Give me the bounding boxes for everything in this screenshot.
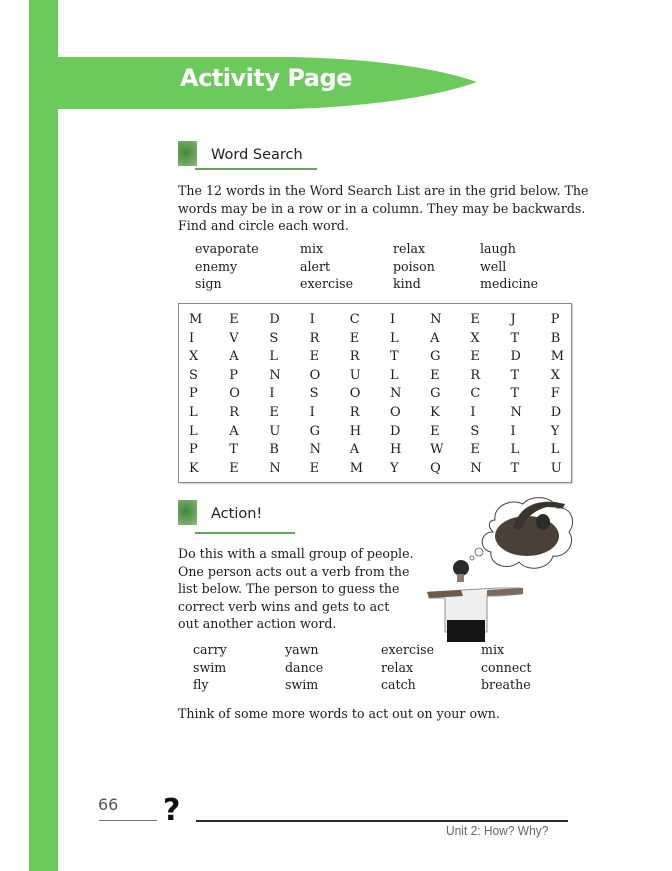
grid-letter[interactable]: S (269, 330, 279, 346)
instruction-line: list below. The person to guess the (178, 581, 400, 596)
question-mark-icon: ? (163, 793, 181, 828)
grid-letter[interactable]: U (269, 423, 281, 439)
thought-bubble-icon (470, 498, 573, 569)
verb-list-row (193, 659, 531, 677)
word-list-row (195, 258, 538, 276)
verb-list-item: breathe (481, 677, 531, 692)
grid-letter[interactable]: E (470, 349, 480, 365)
grid-letter[interactable]: X (189, 349, 199, 365)
grid-letter[interactable]: N (389, 386, 402, 402)
word-list-item: relax (393, 241, 426, 256)
grid-letter[interactable]: N (470, 460, 482, 476)
grid-row (189, 404, 591, 423)
verb-list-item: relax (381, 659, 414, 675)
grid-letter[interactable]: H (349, 423, 362, 439)
word-list-item: poison (393, 258, 435, 274)
grid-row (189, 330, 591, 349)
word-search-grid[interactable] (189, 311, 591, 478)
grid-letter[interactable]: D (550, 404, 562, 420)
grid-letter[interactable]: M (349, 460, 364, 476)
grid-letter[interactable]: A (229, 349, 239, 365)
grid-letter[interactable]: S (470, 423, 480, 439)
grid-letter[interactable]: E (229, 460, 239, 476)
page-number: 66 (98, 795, 119, 814)
page-title: Activity Page (180, 64, 352, 92)
grid-letter[interactable]: T (389, 349, 399, 365)
grid-letter[interactable]: L (189, 404, 198, 420)
grid-letter[interactable]: V (229, 330, 239, 346)
grid-letter[interactable]: R (229, 404, 239, 420)
grid-letter[interactable]: J (510, 312, 516, 327)
grid-letter[interactable]: B (269, 442, 279, 458)
grid-letter[interactable]: N (510, 404, 522, 420)
action-title: Action! (211, 506, 263, 522)
grid-letter[interactable]: R (349, 349, 360, 365)
grid-letter[interactable]: R (470, 367, 481, 383)
grid-letter[interactable]: T (229, 442, 238, 458)
grid-letter[interactable]: L (189, 423, 198, 439)
word-search-instructions (178, 182, 588, 235)
word-list-item: alert (300, 258, 331, 274)
action-verb-list (193, 641, 531, 694)
grid-letter[interactable]: T (510, 330, 520, 346)
grid-letter[interactable]: Y (550, 423, 560, 439)
grid-row (189, 441, 591, 460)
word-search-title: Word Search (211, 147, 303, 163)
instruction-line: words may be in a row or in a column. They may be backwards. (178, 200, 586, 216)
side-accent-bar (29, 0, 58, 871)
grid-letter[interactable]: I (470, 404, 476, 420)
word-search-list (195, 240, 538, 293)
grid-letter[interactable]: T (510, 386, 520, 402)
grid-letter[interactable]: H (389, 442, 402, 458)
grid-letter[interactable]: C (470, 386, 481, 402)
verb-list-item: swim (285, 677, 319, 692)
word-list-item: mix (300, 241, 324, 256)
grid-letter[interactable]: E (309, 460, 320, 476)
grid-letter[interactable]: D (510, 349, 521, 365)
exercise-swimmer-illustration (415, 492, 580, 642)
verb-list-item: yawn (285, 642, 319, 657)
grid-row (189, 348, 591, 367)
grid-letter[interactable]: O (389, 404, 401, 420)
grid-letter[interactable]: C (349, 312, 360, 327)
grid-letter[interactable]: P (189, 386, 198, 402)
verb-list-item: catch (381, 677, 416, 692)
grid-letter[interactable]: I (309, 312, 315, 327)
grid-letter[interactable]: O (349, 386, 361, 402)
grid-letter[interactable]: O (309, 367, 321, 383)
footer-rule-short (99, 820, 157, 821)
grid-letter[interactable]: G (430, 386, 441, 402)
grid-letter[interactable]: I (389, 312, 396, 327)
heading-underline (195, 532, 295, 534)
word-list-item: sign (195, 276, 222, 291)
grid-letter[interactable]: S (189, 367, 198, 383)
footer-rule-long (196, 820, 568, 822)
grid-letter[interactable]: X (470, 330, 480, 346)
grid-letter[interactable]: N (309, 442, 321, 458)
action-heading (178, 500, 262, 525)
instruction-line: out another action word. (178, 616, 337, 631)
grid-letter[interactable]: I (510, 423, 516, 439)
section-square-icon (178, 500, 197, 525)
verb-list-item: swim (193, 659, 227, 675)
verb-list-item: carry (193, 642, 227, 657)
grid-letter[interactable]: R (309, 330, 320, 346)
grid-letter[interactable]: U (550, 460, 562, 476)
grid-letter[interactable]: E (430, 367, 440, 383)
grid-letter[interactable]: F (550, 386, 560, 402)
grid-letter[interactable]: K (189, 460, 199, 476)
grid-letter[interactable]: G (430, 349, 441, 365)
grid-letter[interactable]: L (510, 442, 520, 458)
grid-row (189, 385, 591, 404)
grid-letter[interactable]: D (389, 423, 401, 439)
grid-letter[interactable]: I (309, 404, 315, 420)
grid-letter[interactable]: A (229, 423, 239, 439)
grid-letter[interactable]: A (349, 442, 360, 458)
verb-list-item: mix (481, 642, 505, 657)
heading-underline (195, 168, 317, 170)
grid-letter[interactable]: T (510, 460, 520, 476)
instruction-line: Do this with a small group of people. (178, 546, 414, 561)
grid-letter[interactable]: N (269, 460, 281, 476)
word-list-item: exercise (300, 276, 354, 291)
word-list-row (195, 275, 538, 293)
grid-letter[interactable]: E (349, 330, 360, 346)
grid-letter[interactable]: B (550, 330, 561, 346)
instruction-line: The 12 words in the Word Search List are in the grid below. The (178, 183, 589, 198)
exercising-person-icon (427, 560, 523, 642)
grid-letter[interactable]: P (229, 367, 238, 383)
verb-list-item: dance (285, 659, 324, 675)
unit-label: Unit 2: How? Why? (446, 823, 549, 838)
section-square-icon (178, 141, 197, 166)
grid-letter[interactable]: T (510, 367, 520, 383)
word-list-row (195, 240, 538, 258)
instruction-line: correct verb wins and gets to act (178, 598, 390, 614)
grid-letter[interactable]: E (470, 312, 480, 327)
grid-letter[interactable]: U (349, 367, 361, 383)
grid-letter[interactable]: Q (430, 460, 441, 476)
grid-letter[interactable]: P (189, 442, 198, 458)
action-instructions (178, 545, 414, 633)
verb-list-item: exercise (381, 642, 435, 657)
grid-letter[interactable]: L (389, 330, 399, 346)
verb-list-item: fly (193, 677, 209, 692)
grid-letter[interactable]: L (550, 442, 560, 458)
grid-row (189, 311, 591, 330)
grid-letter[interactable]: N (430, 312, 442, 327)
grid-letter[interactable]: I (189, 330, 195, 346)
grid-letter[interactable]: W (430, 442, 444, 458)
grid-letter[interactable]: L (389, 367, 399, 383)
word-search-heading (178, 141, 303, 166)
verb-list-row (193, 676, 531, 694)
grid-letter[interactable]: M (189, 312, 203, 327)
grid-letter[interactable]: E (430, 423, 440, 439)
grid-letter[interactable]: O (229, 386, 240, 402)
word-list-item: laugh (480, 241, 516, 256)
grid-letter[interactable]: X (550, 367, 560, 383)
verb-list-row (193, 641, 531, 659)
instruction-line: One person acts out a verb from the (178, 563, 410, 579)
grid-letter[interactable]: L (269, 349, 279, 365)
grid-letter[interactable]: A (430, 330, 440, 346)
grid-letter[interactable]: S (309, 386, 319, 402)
word-list-item: enemy (195, 258, 238, 274)
grid-row (189, 423, 591, 442)
word-list-item: well (480, 258, 507, 274)
verb-list-item: connect (481, 659, 532, 675)
grid-letter[interactable]: M (550, 349, 564, 365)
grid-letter[interactable]: E (470, 442, 480, 458)
grid-letter[interactable]: Y (389, 460, 399, 476)
grid-row (189, 460, 591, 479)
grid-letter[interactable]: E (269, 404, 279, 420)
grid-letter[interactable]: K (430, 404, 440, 420)
grid-letter[interactable]: E (309, 349, 320, 365)
grid-letter[interactable]: I (269, 386, 275, 402)
action-closing: Think of some more words to act out on your own. (178, 706, 500, 721)
grid-row (189, 367, 591, 386)
word-list-item: kind (393, 276, 421, 291)
word-list-item: evaporate (195, 241, 259, 256)
grid-letter[interactable]: R (349, 404, 360, 420)
grid-letter[interactable]: D (269, 312, 280, 327)
grid-letter[interactable]: E (229, 312, 239, 327)
word-list-item: medicine (480, 276, 539, 291)
grid-letter[interactable]: G (309, 423, 320, 439)
grid-letter[interactable]: P (550, 312, 560, 327)
grid-letter[interactable]: N (269, 367, 281, 383)
instruction-line: Find and circle each word. (178, 218, 349, 233)
